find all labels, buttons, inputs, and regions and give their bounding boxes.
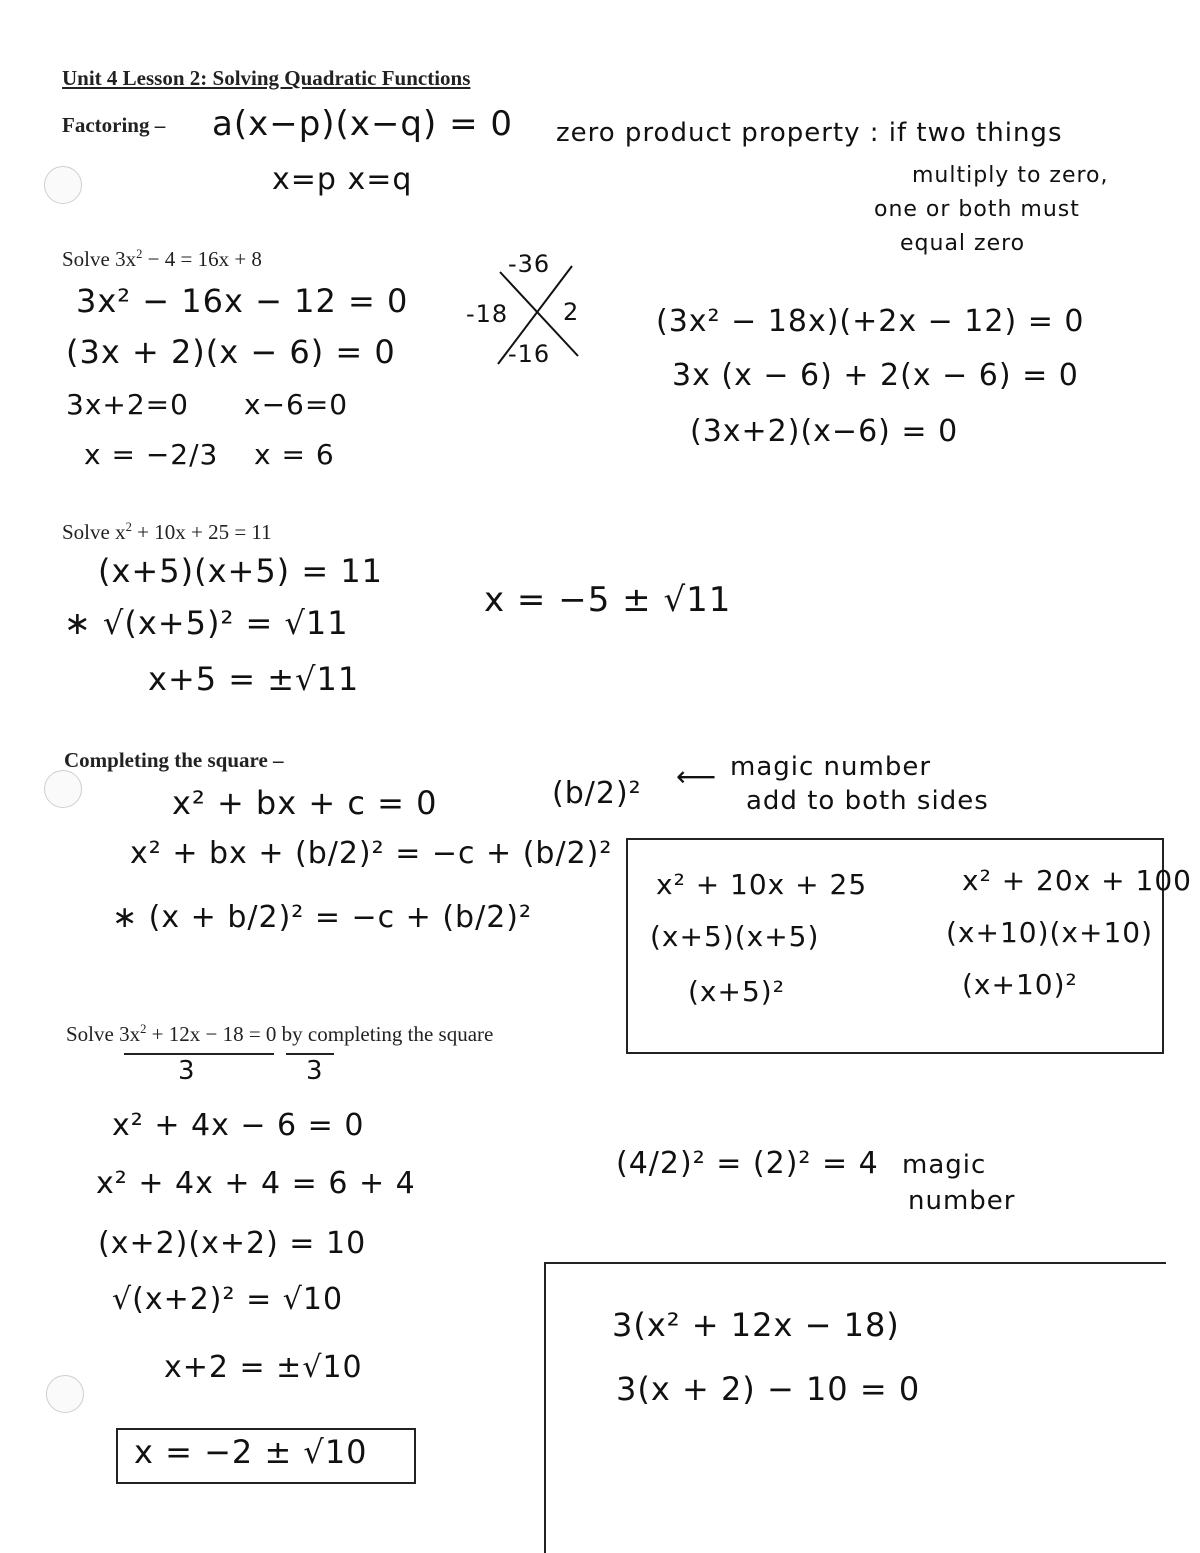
magic-expression: (b/2)² (552, 776, 642, 811)
zpp-line-2: multiply to zero, (912, 163, 1109, 188)
problem3-step2: x² + 4x + 4 = 6 + 4 (96, 1166, 416, 1201)
example-right-1: x² + 20x + 100 (962, 864, 1192, 897)
problem3-step3: (x+2)(x+2) = 10 (98, 1226, 367, 1261)
example-left-3: (x+5)² (688, 975, 785, 1008)
diamond-top: -36 (508, 250, 551, 278)
punch-hole-middle (44, 770, 82, 808)
example-right-2: (x+10)(x+10) (946, 916, 1154, 949)
divisor-1: 3 (178, 1056, 196, 1086)
magic-label-1: magic number (730, 752, 932, 782)
divisor-2: 3 (306, 1056, 324, 1086)
divisor-line-right (286, 1053, 334, 1055)
problem1-prompt: Solve $3x^2 - 4 = 16x + 8$ (62, 247, 262, 271)
zpp-line-3: one or both must (874, 197, 1080, 222)
magic-arrow: ⟵ (676, 760, 718, 793)
problem3-step1: x² + 4x − 6 = 0 (112, 1108, 365, 1143)
diamond-bottom: -16 (508, 340, 551, 368)
problem3-step5: x+2 = ±√10 (164, 1350, 363, 1385)
problem1-step1: 3x² − 16x − 12 = 0 (76, 282, 409, 320)
problem1-work1: (3x² − 18x)(+2x − 12) = 0 (656, 304, 1085, 339)
factored-form: a(x−p)(x−q) = 0 (212, 104, 514, 144)
factoring-label: Factoring – (62, 113, 166, 137)
problem3-answer: x = −2 ± √10 (134, 1433, 368, 1471)
magic-word-2: number (908, 1186, 1016, 1216)
magic-word-1: magic (902, 1150, 987, 1180)
problem3-step4: √(x+2)² = √10 (112, 1282, 344, 1317)
problem1-step3a: 3x+2=0 (66, 388, 189, 421)
problem2-answer: x = −5 ± √11 (484, 580, 732, 620)
factored-roots: x=p x=q (272, 162, 413, 197)
problem3-prompt: Solve $3x^2 + 12x - 18 = 0$ by completing the square (66, 1022, 494, 1046)
problem1-step4a: x = −2/3 (84, 438, 219, 471)
side-work-2: 3(x + 2) − 10 = 0 (616, 1370, 921, 1408)
completing-label: Completing the square – (64, 748, 284, 772)
page-title: Unit 4 Lesson 2: Solving Quadratic Functions (62, 66, 471, 90)
problem1-work3: (3x+2)(x−6) = 0 (690, 414, 959, 449)
side-box-left (544, 1262, 546, 1553)
problem1-step3b: x−6=0 (244, 388, 349, 421)
diamond-right: 2 (563, 298, 580, 326)
example-left-1: x² + 10x + 25 (656, 868, 868, 901)
diamond-left: -18 (466, 300, 509, 328)
zpp-line-4: equal zero (900, 231, 1026, 256)
problem2-step2: ∗ √(x+5)² = √11 (64, 604, 349, 642)
problem1-step4b: x = 6 (254, 438, 335, 471)
problem1-work2: 3x (x − 6) + 2(x − 6) = 0 (672, 358, 1079, 393)
punch-hole-top (44, 166, 82, 204)
completing-general1: x² + bx + c = 0 (172, 784, 438, 822)
magic-label-2: add to both sides (746, 786, 989, 816)
magic-calculation: (4/2)² = (2)² = 4 (616, 1146, 879, 1181)
problem2-step1: (x+5)(x+5) = 11 (98, 552, 384, 590)
completing-general3: ∗ (x + b/2)² = −c + (b/2)² (112, 900, 533, 935)
example-right-3: (x+10)² (962, 968, 1078, 1001)
example-left-2: (x+5)(x+5) (650, 920, 820, 953)
divisor-line-left (124, 1053, 274, 1055)
side-work-1: 3(x² + 12x − 18) (612, 1306, 900, 1344)
side-box-top (544, 1262, 1166, 1264)
problem2-prompt: Solve $x^2 + 10x + 25 = 11$ (62, 520, 272, 544)
punch-hole-bottom (46, 1375, 84, 1413)
problem2-step3: x+5 = ±√11 (148, 660, 360, 698)
zpp-line-1: zero product property : if two things (556, 118, 1063, 148)
problem1-step2: (3x + 2)(x − 6) = 0 (66, 333, 396, 371)
completing-general2: x² + bx + (b/2)² = −c + (b/2)² (130, 836, 613, 871)
